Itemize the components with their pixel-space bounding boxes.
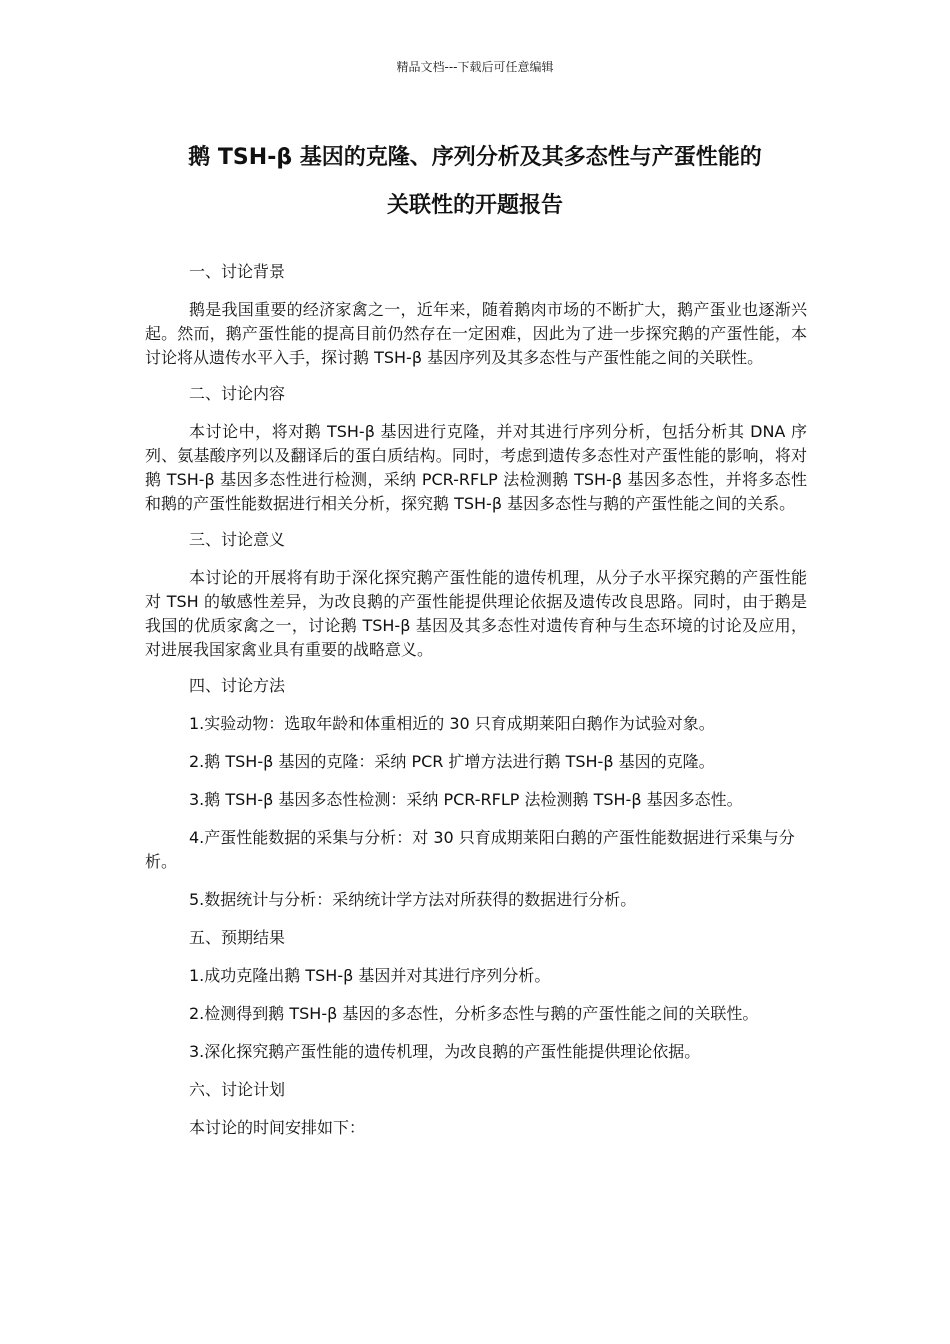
methods-item: 5.数据统计与分析：采纳统计学方法对所获得的数据进行分析。: [189, 890, 637, 909]
section-heading-results: 五、预期结果: [189, 928, 286, 947]
methods-item: 2.鹅 TSH-β 基因的克隆：采纳 PCR 扩增方法进行鹅 TSH-β 基因的克隆。: [189, 752, 715, 771]
section-heading-significance: 三、讨论意义: [189, 530, 286, 549]
section-heading-background: 一、讨论背景: [189, 262, 286, 281]
title-line-2: 关联性的开题报告: [386, 193, 563, 218]
methods-item: 4.产蛋性能数据的采集与分析：对 30 只育成期莱阳白鹅的产蛋性能数据进行采集与分析。: [145, 828, 795, 871]
paragraph-content: 本讨论中，将对鹅 TSH-β 基因进行克隆，并对其进行序列分析，包括分析其 DNA 序列、氨基酸序列以及翻译后的蛋白质结构。同时，考虑到遗传多态性对产蛋性能的影响，将对鹅 TSH-β 基因多态性进行检测，采纳 PCR-RFLP 法检测鹅 TSH-β 基因多态性，并将多态性和鹅的产蛋性能数据进行相关分析，探究鹅 TSH-β 基因多态性与鹅的产蛋性能之间的关系。: [145, 422, 807, 513]
results-item: 1.成功克隆出鹅 TSH-β 基因并对其进行序列分析。: [189, 966, 551, 985]
document-title: [140, 134, 810, 230]
document-body: [145, 260, 807, 1140]
methods-item: 3.鹅 TSH-β 基因多态性检测：采纳 PCR-RFLP 法检测鹅 TSH-β 基因多态性。: [189, 790, 743, 809]
section-heading-plan: 六、讨论计划: [189, 1080, 286, 1099]
paragraph-background: 鹅是我国重要的经济家禽之一，近年来，随着鹅肉市场的不断扩大，鹅产蛋业也逐渐兴起。然而，鹅产蛋性能的提高目前仍然存在一定困难，因此为了进一步探究鹅的产蛋性能，本讨论将从遗传水平入手，探讨鹅 TSH-β 基因序列及其多态性与产蛋性能之间的关联性。: [145, 300, 807, 367]
title-line-1: 鹅 TSH-β 基因的克隆、序列分析及其多态性与产蛋性能的: [188, 145, 762, 170]
paragraph-plan: 本讨论的时间安排如下：: [189, 1118, 366, 1137]
results-item: 2.检测得到鹅 TSH-β 基因的多态性，分析多态性与鹅的产蛋性能之间的关联性。: [189, 1004, 759, 1023]
header-note: 精品文档---下载后可任意编辑: [396, 60, 554, 74]
results-item: 3.深化探究鹅产蛋性能的遗传机理，为改良鹅的产蛋性能提供理论依据。: [189, 1042, 701, 1061]
paragraph-significance: 本讨论的开展将有助于深化探究鹅产蛋性能的遗传机理，从分子水平探究鹅的产蛋性能对 TSH 的敏感性差异，为改良鹅的产蛋性能提供理论依据及遗传改良思路。同时，由于鹅是我国的优质家禽之一，讨论鹅 TSH-β 基因及其多态性对遗传育种与生态环境的讨论及应用，对进展我国家禽业具有重要的战略意义。: [145, 568, 807, 659]
section-heading-content: 二、讨论内容: [189, 384, 286, 403]
section-heading-methods: 四、讨论方法: [189, 676, 286, 695]
methods-item: 1.实验动物：选取年龄和体重相近的 30 只育成期莱阳白鹅作为试验对象。: [189, 714, 715, 733]
